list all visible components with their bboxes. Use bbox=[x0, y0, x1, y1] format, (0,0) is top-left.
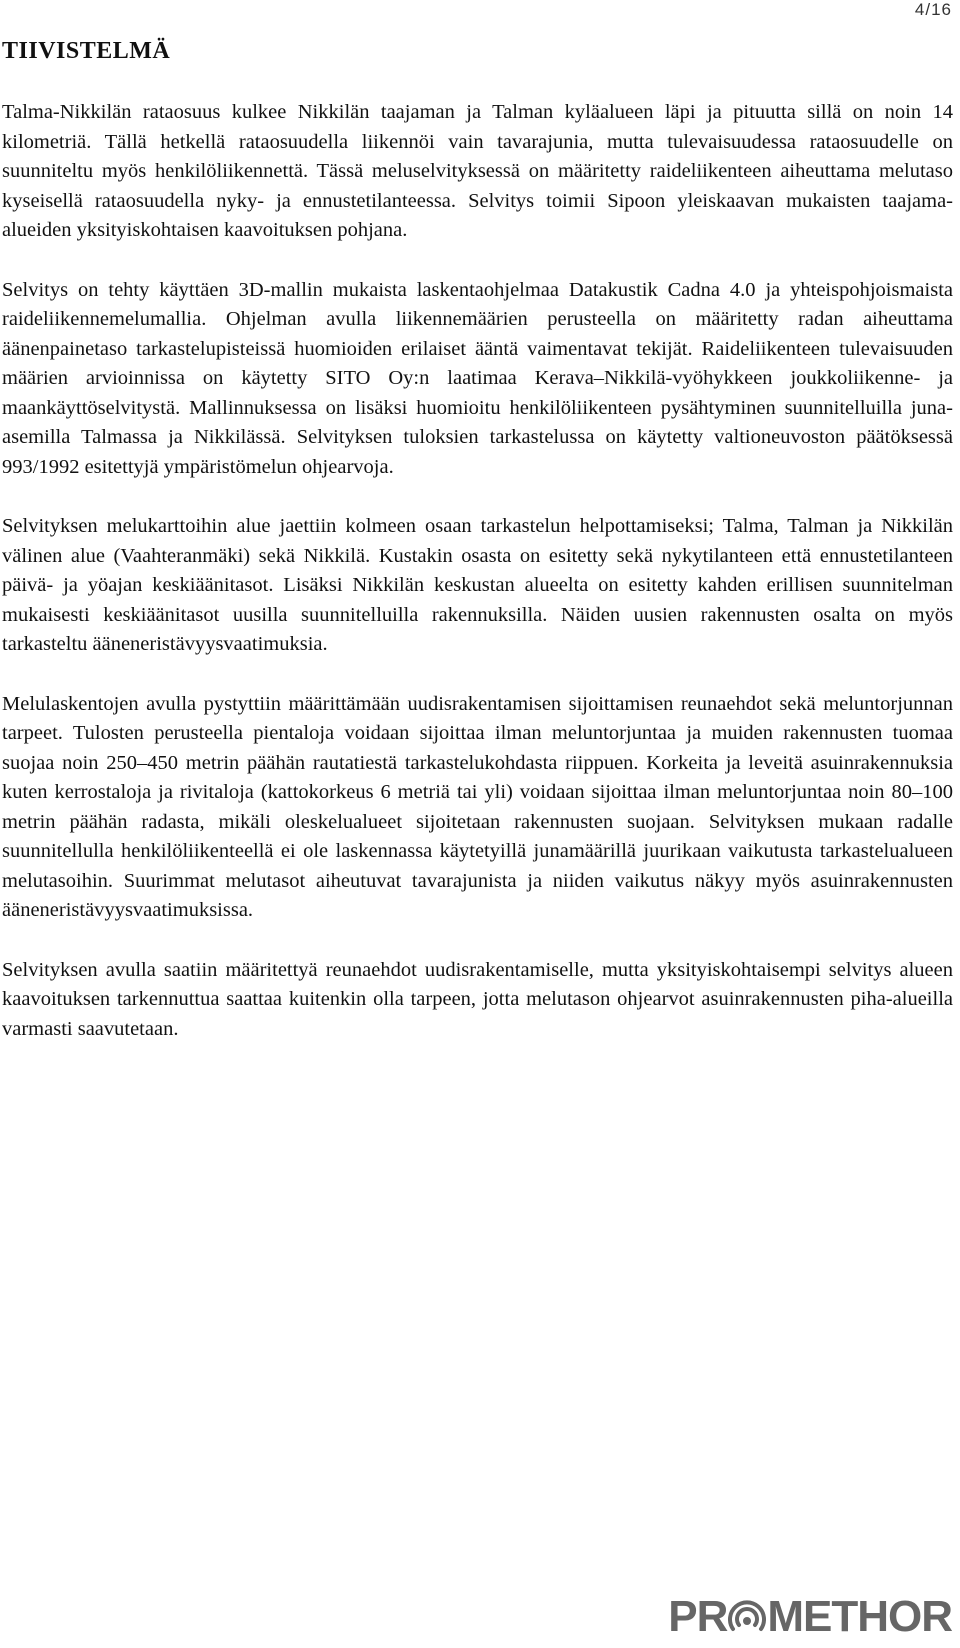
paragraph-4: Melulaskentojen avulla pystyttiin määrittämään uudisrakentamisen sijoittamisen reunaehdot sekä meluntorjunnan tarpeet. Tulosten perusteella pientaloja voidaan sijoittaa ilman meluntorjuntaa ja muiden rakennusten tuomaa suojaa noin 250–450 metrin päähän rautatiestä tarkastelukohdasta riippuen. Korkeita ja leveitä asuinrakennuksia kuten kerrostaloja ja rivitaloja (kattokorkeus 6 metriä tai yli) voidaan sijoittaa ilman meluntorjuntaa noin 80–100 metrin päähän radasta, mikäli oleskelualueet sijoitetaan rakennusten suojaan. Selvityksen mukaan radalle suunnitellulla henkilöliikenteellä ei ole laskennassa käytetyillä junamäärillä juurikaan vaikutusta tarkastelualueen melutasoihin. Suurimmat melutasot aiheutuvat tavarajunista ja niiden vaikutus näkyy myös asuinrakennusten ääneneristävyysvaatimuksissa. bbox=[2, 692, 953, 921]
promethor-logo bbox=[668, 1592, 952, 1642]
page-number: 4/16 bbox=[914, 0, 952, 19]
paragraph-3: Selvityksen melukarttoihin alue jaettiin kolmeen osaan tarkastelun helpottamiseksi; Talma, Talman ja Nikkilän välinen alue (Vaahteranmäki) sekä Nikkilä. Kustakin osasta on esitetty sekä nykytilanteen että ennustetilanteen päivä- ja yöajan keskiäänitasot. Lisäksi Nikkilän keskustan alueelta on esitetty kahden erillisen suunnitelman mukaisesti keskiäänitasot uusilla suunnitelluilla rakennuksilla. Näiden uusien rakennusten osalta on myös tarkasteltu ääneneristävyysvaatimuksia. bbox=[2, 515, 953, 655]
logo-signal-icon bbox=[728, 1598, 766, 1636]
paragraph-2: Selvitys on tehty käyttäen 3D-mallin mukaista laskentaohjelmaa Datakustik Cadna 4.0 ja yhteispohjoismaista raideliikennemelumallia. Ohjelman avulla liikennemäärien perusteella on määritetty radan aiheuttama äänenpainetaso tarkastelupisteissä huomioiden erilaiset ääntä vaimentavat tekijät. Raideliikenteen tulevaisuuden määrien arvioinnissa on käytetty SITO Oy:n laatimaa Kerava–Nikkilä-vyöhykkeen joukkoliikenne- ja maankäyttöselvitystä. Mallinnuksessa on lisäksi huomioitu henkilöliikenteen pysähtyminen suunnitelluilla juna-asemilla Talmassa ja Nikkilässä. Selvityksen tuloksien tarkastelussa on käytetty valtioneuvoston päätöksessä 993/1992 esitettyjä ympäristömelun ohjearvoja. bbox=[2, 278, 953, 478]
paragraph-5: Selvityksen avulla saatiin määritettyä reunaehdot uudisrakentamiselle, mutta yksityiskohtaisempi selvitys alueen kaavoituksen tarkennuttua saattaa kuitenkin olla tarpeen, jotta melutason ohjearvot asuinrakennusten piha-alueilla varmasti saavutetaan. bbox=[2, 958, 953, 1040]
logo-text-end: METHOR bbox=[767, 1592, 952, 1641]
paragraph-1: Talma-Nikkilän rataosuus kulkee Nikkilän taajaman ja Talman kyläalueen läpi ja pituutta sillä on noin 14 kilometriä. Tällä hetkellä rataosuudella liikennöi vain tavarajunia, mutta tulevaisuudessa rataosuudelle on suunniteltu myös henkilöliikennettä. Tässä meluselvityksessä on määritetty raideliikenteen aiheuttama melutaso kyseisellä rataosuudella nyky- ja ennustetilanteessa. Selvitys toimii Sipoon yleiskaavan mukaisten taajama-alueiden yksityiskohtaisen kaavoituksen pohjana. bbox=[2, 101, 953, 241]
logo-text-start: PR bbox=[668, 1592, 728, 1641]
page-title: TIIVISTELMÄ bbox=[2, 38, 171, 64]
document-body bbox=[2, 98, 953, 1074]
